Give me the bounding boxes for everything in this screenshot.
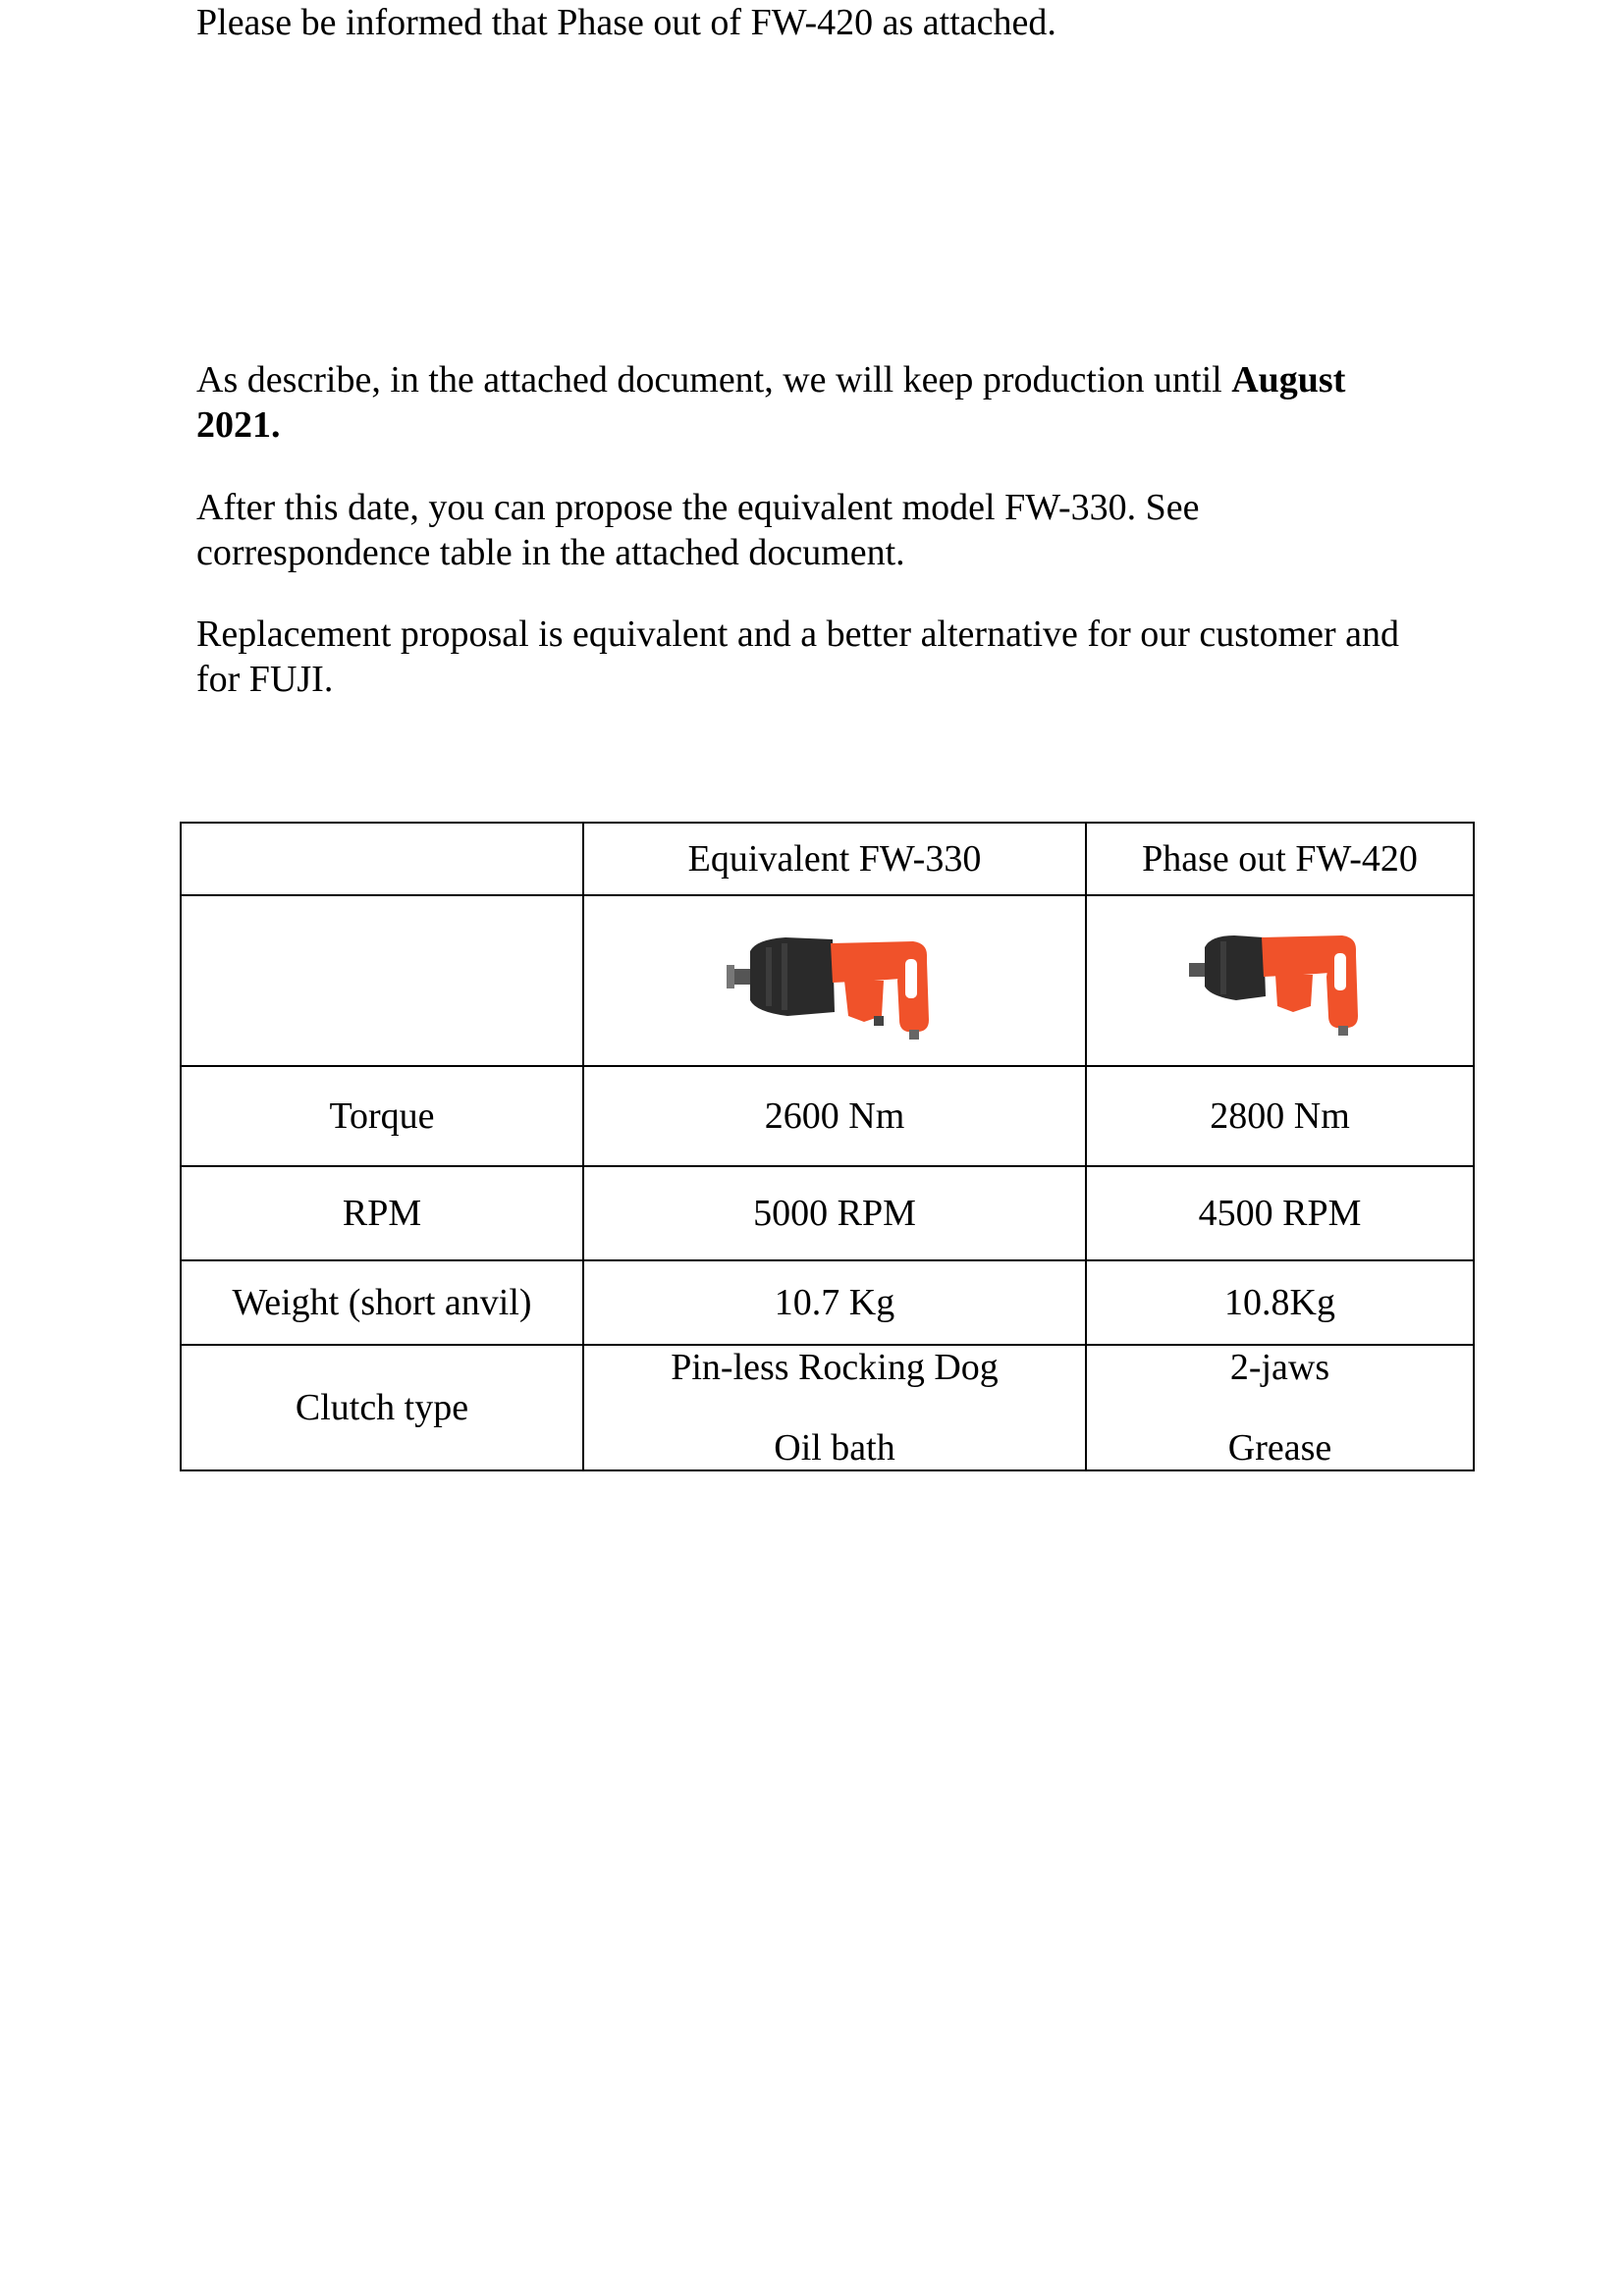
table-row-rpm bbox=[181, 1166, 1474, 1260]
correspondence-table bbox=[180, 822, 1475, 1471]
clutch-fw420-type: 2-jaws bbox=[1229, 1347, 1330, 1388]
table-row-torque bbox=[181, 1066, 1474, 1166]
header-cell-fw330: Equivalent FW-330 bbox=[583, 823, 1086, 895]
clutch-fw330 bbox=[583, 1345, 1086, 1470]
row-label-torque: Torque bbox=[181, 1066, 583, 1166]
table-row-weight bbox=[181, 1260, 1474, 1345]
rpm-fw330: 5000 RPM bbox=[583, 1166, 1086, 1260]
table-row-clutch bbox=[181, 1345, 1474, 1470]
paragraph-replacement-proposal: Replacement proposal is equivalent and a better alternative for our customer and for FUJI. bbox=[196, 614, 1400, 700]
table-image-row bbox=[181, 895, 1474, 1066]
clutch-fw420-lubrication: Grease bbox=[1227, 1427, 1332, 1468]
header-cell-fw420: Phase out FW-420 bbox=[1086, 823, 1474, 895]
paragraph-phase-out-notice: Please be informed that Phase out of FW-420 as attached. bbox=[196, 2, 1056, 43]
header-cell-empty bbox=[181, 823, 583, 895]
row-label-clutch: Clutch type bbox=[181, 1345, 583, 1470]
torque-fw420: 2800 Nm bbox=[1086, 1066, 1474, 1166]
rpm-fw420: 4500 RPM bbox=[1086, 1166, 1474, 1260]
paragraph-production-until bbox=[196, 357, 1414, 448]
weight-fw420: 10.8Kg bbox=[1086, 1260, 1474, 1345]
clutch-fw420 bbox=[1086, 1345, 1474, 1470]
clutch-fw330-type: Pin-less Rocking Dog bbox=[671, 1347, 999, 1388]
torque-fw330: 2600 Nm bbox=[583, 1066, 1086, 1166]
clutch-fw330-lubrication: Oil bath bbox=[774, 1427, 895, 1468]
image-cell-fw330 bbox=[583, 895, 1086, 1066]
row-label-rpm: RPM bbox=[181, 1166, 583, 1260]
image-cell-fw420 bbox=[1086, 895, 1474, 1066]
impact-wrench-fw330-image bbox=[727, 922, 943, 1040]
paragraph-equivalent-model: After this date, you can propose the equivalent model FW-330. See correspondence table in the attached document. bbox=[196, 487, 1200, 573]
row-label-weight: Weight (short anvil) bbox=[181, 1260, 583, 1345]
image-cell-empty bbox=[181, 895, 583, 1066]
production-until-text: As describe, in the attached document, we will keep production until bbox=[196, 359, 1232, 400]
production-end-date: August 2021. bbox=[196, 359, 1346, 446]
weight-fw330: 10.7 Kg bbox=[583, 1260, 1086, 1345]
table-header-row bbox=[181, 823, 1474, 895]
impact-wrench-fw420-image bbox=[1187, 922, 1374, 1040]
